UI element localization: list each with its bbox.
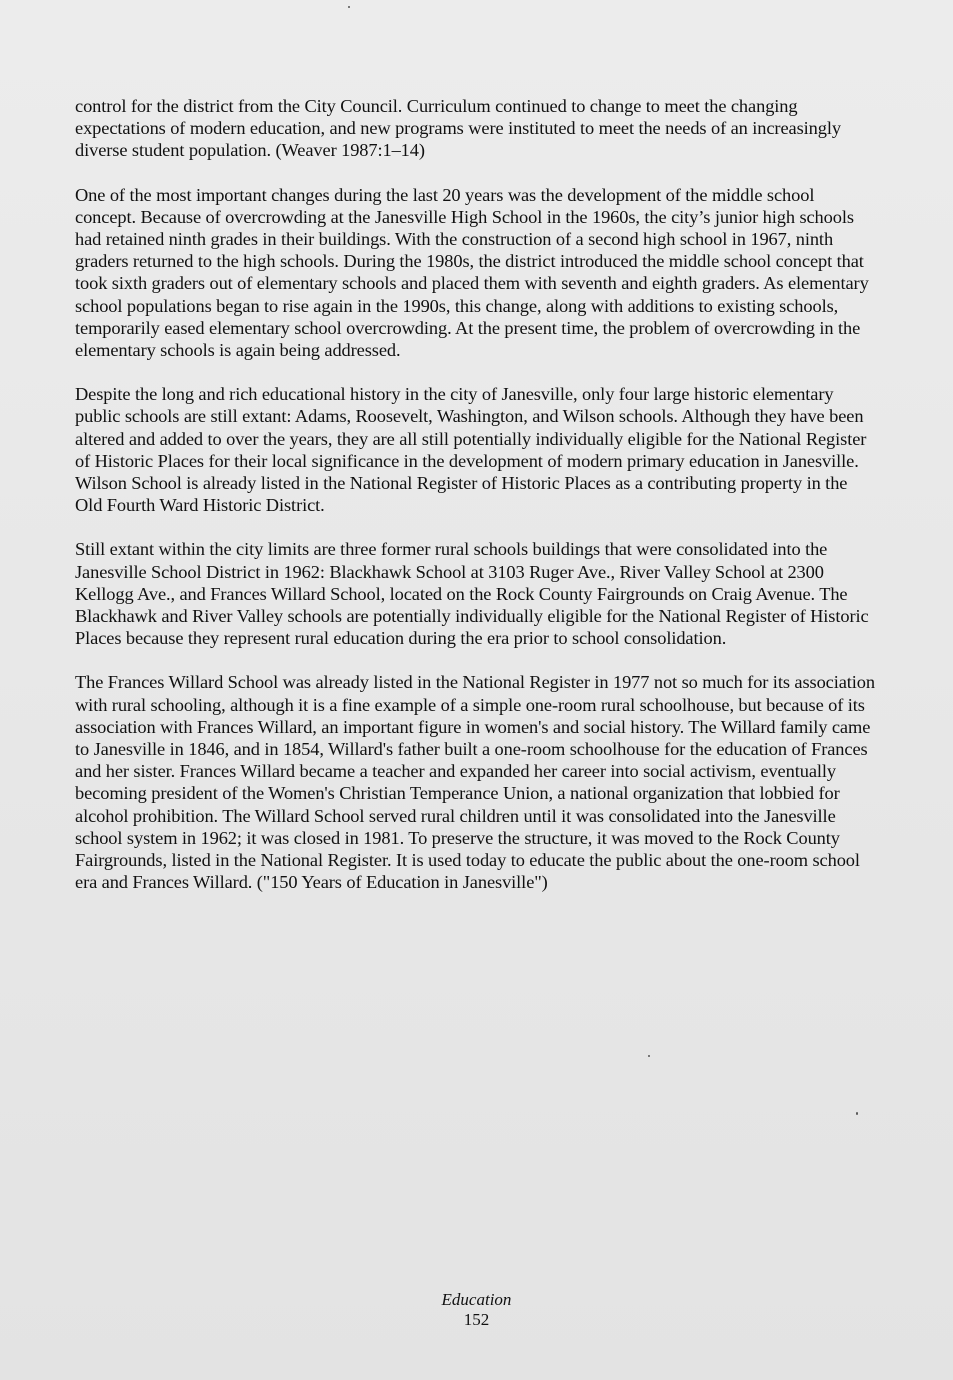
paragraph-1: control for the district from the City Council. Curriculum continued to change to meet the changing expectations of modern education, and new programs were instituted to meet the needs of an increasingly diverse student population. (Weaver 1987:1–14)	[75, 96, 841, 161]
scan-speck	[648, 1055, 650, 1057]
paragraph-2: One of the most important changes during the last 20 years was the development of the middle school concept. Because of overcrowding at the Janesville High School in the 1960s, the city’s junior high schools had retained ninth grades in their buildings. With the construction of a second high school in 1967, ninth graders returned to the high schools. During the 1980s, the district introduced the middle school concept that took sixth graders out of elementary schools and placed them with seventh and eighth graders. As elementary school populations began to rise again in the 1990s, this change, along with additions to existing schools, temporarily eased elementary school overcrowding. At the present time, the problem of overcrowding in the elementary schools is again being addressed.	[75, 184, 869, 361]
page-number: 152	[463, 1310, 490, 1329]
scan-speck	[348, 6, 350, 8]
paragraph-3: Despite the long and rich educational history in the city of Janesville, only four large historic elementary public schools are still extant: Adams, Roosevelt, Washington, and Wilson schools. Although they have been altered and added to over the years, they are all still potentially individually eligible for the National Register of Historic Places for their local significance in the development of modern primary education in Janesville. Wilson School is already listed in the National Register of Historic Places as a contributing property in the Old Fourth Ward Historic District.	[75, 384, 867, 516]
body-text	[75, 95, 875, 916]
scan-speck	[856, 1112, 858, 1115]
footer-section-title: Education	[441, 1290, 512, 1309]
paragraph-5: The Frances Willard School was already listed in the National Register in 1977 not so much for its association with rural schooling, although it is a fine example of a simple one-room rural schoolhouse, but because of its association with Frances Willard, an important figure in women's and social history. The Willard family came to Janesville in 1846, and in 1854, Willard's father built a one-room schoolhouse for the education of Frances and her sister. Frances Willard became a teacher and expanded her career into social activism, eventually becoming president of the Women's Christian Temperance Union, a national organization that lobbied for alcohol prohibition. The Willard School served rural children until it was consolidated into the Janesville school system in 1962; it was closed in 1981. To preserve the structure, it was moved to the Rock County Fairgrounds, listed in the National Register. It is used today to educate the public about the one-room school era and Frances Willard. ("150 Years of Education in Janesville")	[75, 672, 876, 893]
paragraph-4: Still extant within the city limits are three former rural schools buildings that were consolidated into the Janesville School District in 1962: Blackhawk School at 3103 Ruger Ave., River Valley School at 2300 Kellogg Ave., and Frances Willard School, located on the Rock County Fairgrounds on Craig Avenue. The Blackhawk and River Valley schools are potentially individually eligible for the National Register of Historic Places because they represent rural education during the era prior to school consolidation.	[75, 539, 869, 649]
